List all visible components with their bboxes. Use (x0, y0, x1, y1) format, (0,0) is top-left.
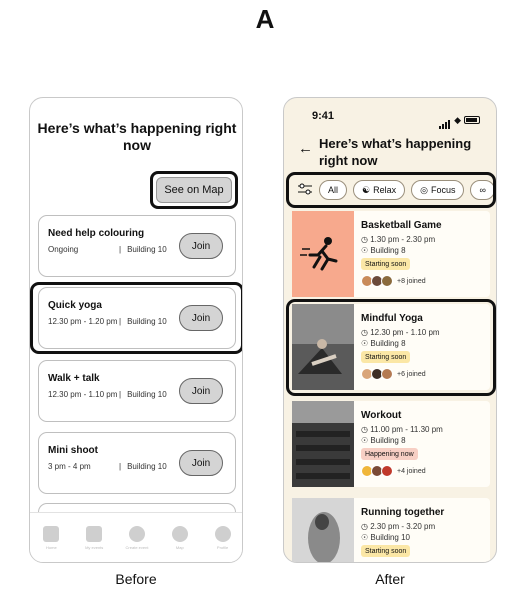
status-badge: Starting soon (361, 351, 410, 363)
chip-label: All (328, 185, 339, 195)
after-phone-screen (283, 97, 497, 563)
wifi-icon: ◆ (454, 114, 461, 125)
tab-label: Home (46, 544, 57, 550)
event-card[interactable] (292, 211, 490, 297)
event-thumbnail (292, 304, 354, 390)
status-badge: Starting soon (361, 258, 410, 270)
join-button[interactable]: Join (179, 450, 223, 476)
event-building: | Building 10 (119, 462, 167, 471)
filter-chip-relax[interactable] (353, 180, 405, 200)
attendee-avatars (361, 275, 426, 287)
event-time (361, 522, 435, 531)
event-building: Building 8 (370, 436, 406, 445)
event-title: Basketball Game (361, 220, 442, 231)
home-icon (43, 526, 59, 542)
event-time: Ongoing (48, 245, 79, 254)
event-building: | Building 10 (119, 245, 167, 254)
clock-icon: ◷ (361, 235, 371, 244)
event-location (361, 436, 406, 445)
before-phone-screen (29, 97, 243, 563)
event-card[interactable] (38, 432, 236, 494)
event-title: Walk + talk (48, 373, 100, 384)
event-title: Quick yoga (48, 300, 102, 311)
event-card[interactable] (38, 360, 236, 422)
avatar (381, 275, 393, 287)
join-button[interactable]: Join (179, 378, 223, 404)
event-time-text: 1.30 pm - 2.30 pm (370, 235, 436, 244)
event-card[interactable] (38, 215, 236, 277)
location-pin-icon: ☉ (361, 339, 371, 348)
joined-count: +4 joined (397, 467, 426, 475)
tab-label: Create event (125, 544, 149, 550)
event-thumbnail (292, 211, 354, 297)
see-on-map-button[interactable]: See on Map (156, 177, 232, 203)
tab-label: Map (175, 544, 184, 550)
tab-label: My events (85, 544, 104, 550)
event-card[interactable] (292, 304, 490, 390)
event-time: 12.30 pm - 1.10 pm (48, 390, 118, 399)
tab-map[interactable] (160, 526, 200, 550)
bottom-tab-bar (30, 512, 243, 562)
clock-icon: ◷ (361, 425, 371, 434)
status-badge: Starting soon (361, 545, 410, 557)
avatar (381, 465, 393, 477)
filter-chip-focus[interactable] (411, 180, 464, 200)
page-title: Here’s what’s happening right now (37, 120, 237, 153)
filter-bar (286, 172, 496, 208)
event-title: Need help colouring (48, 228, 145, 239)
highlight-box (150, 171, 238, 209)
event-time (361, 328, 440, 337)
tab-home[interactable] (31, 526, 71, 550)
tab-label: Profile (216, 544, 229, 550)
join-button[interactable]: Join (179, 233, 223, 259)
event-title: Mini shoot (48, 445, 98, 456)
after-caption: After (375, 571, 405, 587)
status-time: 9:41 (312, 110, 335, 122)
event-card[interactable] (292, 401, 490, 487)
page-title: Here’s what’s happening right now (319, 136, 472, 168)
joined-count: +6 joined (397, 370, 426, 378)
event-time-text: 2.30 pm - 3.20 pm (370, 522, 436, 531)
signal-icon (439, 111, 451, 129)
event-thumbnail (292, 498, 354, 563)
event-time: 12.30 pm - 1.20 pm (48, 317, 118, 326)
plus-icon (129, 526, 145, 542)
event-building: Building 8 (370, 246, 406, 255)
tab-my-events[interactable] (74, 526, 114, 550)
clock-icon: ◷ (361, 328, 371, 337)
location-pin-icon: ☉ (361, 246, 371, 255)
chip-label: Focus (430, 185, 456, 195)
battery-icon (464, 116, 480, 124)
event-title: Workout (361, 410, 402, 421)
event-building: Building 8 (370, 339, 406, 348)
before-caption: Before (115, 571, 157, 587)
calendar-icon (86, 526, 102, 542)
location-pin-icon: ☉ (361, 436, 371, 445)
avatar (381, 368, 393, 380)
clock-icon: ◷ (361, 522, 371, 531)
event-time-text: 11.00 pm - 11.30 pm (370, 425, 443, 434)
event-time-text: 12.30 pm - 1.10 pm (370, 328, 440, 337)
focus-icon: ◎ (420, 184, 428, 195)
tab-create-event[interactable] (117, 526, 157, 550)
status-icons (439, 111, 480, 129)
filter-chip-all[interactable] (319, 180, 347, 200)
event-time (361, 425, 443, 434)
event-building: | Building 10 (119, 317, 167, 326)
event-location (361, 533, 410, 542)
user-icon (215, 526, 231, 542)
status-badge: Happening now (361, 448, 418, 460)
location-pin-icon: ☉ (361, 533, 371, 542)
event-location (361, 246, 406, 255)
event-title: Mindful Yoga (361, 313, 423, 324)
chip-label: Relax (373, 185, 397, 195)
figure-label: A (255, 4, 275, 34)
map-pin-icon (172, 526, 188, 542)
relax-icon: ☯ (362, 184, 371, 195)
event-location (361, 339, 406, 348)
event-card[interactable] (38, 287, 236, 349)
event-building: Building 10 (370, 533, 410, 542)
event-building: | Building 10 (119, 390, 167, 399)
back-arrow-icon[interactable]: ← (298, 140, 313, 157)
more-filter-icon: ∞ (479, 185, 486, 195)
event-time: 3 pm - 4 pm (48, 462, 91, 471)
event-time (361, 235, 435, 244)
joined-count: +8 joined (397, 277, 426, 285)
event-thumbnail (292, 401, 354, 487)
filter-sliders-icon[interactable] (297, 182, 313, 199)
filter-chip-more[interactable] (470, 180, 494, 200)
tab-profile[interactable] (203, 526, 243, 550)
event-card[interactable] (292, 498, 490, 563)
attendee-avatars (361, 465, 426, 477)
attendee-avatars (361, 368, 426, 380)
event-title: Running together (361, 507, 445, 518)
join-button[interactable]: Join (179, 305, 223, 331)
